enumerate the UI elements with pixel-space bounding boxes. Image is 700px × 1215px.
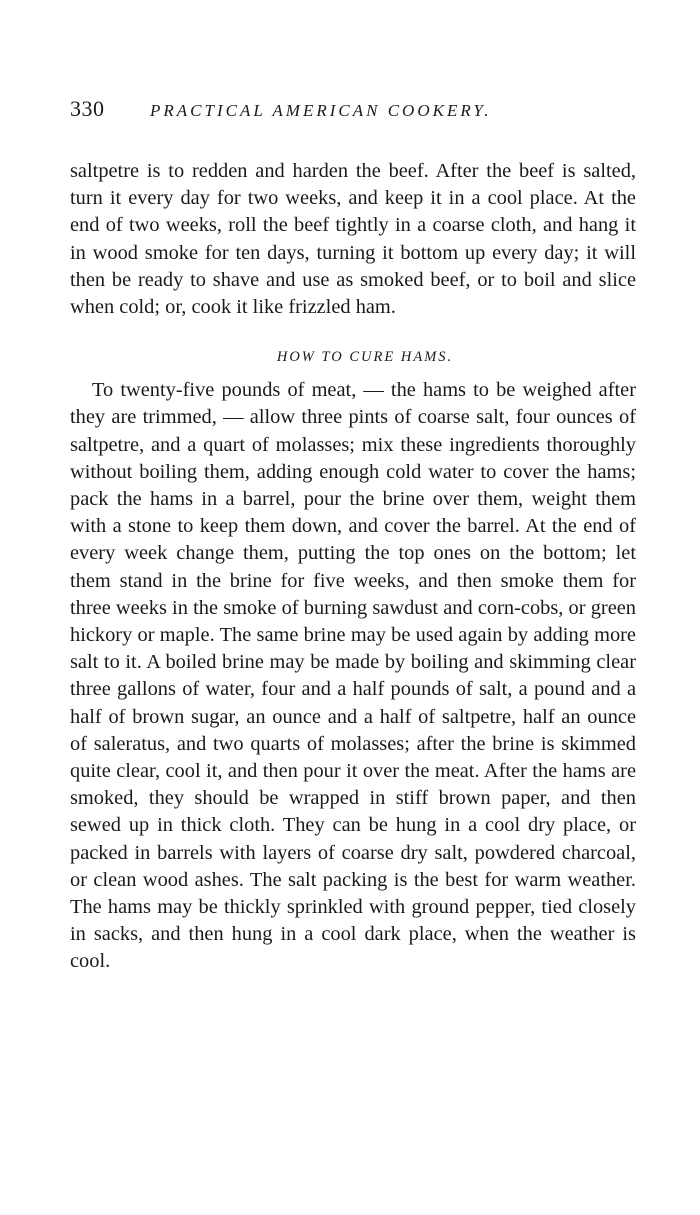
running-title: PRACTICAL AMERICAN COOKERY. <box>150 101 492 120</box>
book-page <box>70 96 636 976</box>
running-head <box>70 96 636 132</box>
section-heading: HOW TO CURE HAMS. <box>276 349 454 366</box>
section-paragraph: To twenty-five pounds of meat, — the hams to be weighed after they are trimmed, — allow three pints of coarse salt, four ounces of saltpetre, and a quart of molasses; mix these ingredients thoroughly without boiling them, adding enough cold water to cover the hams; pack the hams in a barrel, pour the brine over them, weight them with a stone to keep them down, and cover the barrel. At the end of every week change them, putting the top ones on the bottom; let them stand in the brine for five weeks, and then smoke them for three weeks in the smoke of burning sawdust and corn-cobs, or green hickory or maple. The same brine may be used again by adding more salt to it. A boiled brine may be made by boiling and skimming clear three gallons of water, four and a half pounds of salt, a pound and a half of brown sugar, an ounce and a half of saltpetre, half an ounce of saleratus, and two quarts of molasses; after the brine is skimmed quite clear, cool it, and then pour it over the meat. After the hams are smoked, they should be wrapped in stiff brown paper, and then sewed up in thick cloth. They can be hung in a cool dry place, or packed in barrels with layers of coarse dry salt, powdered charcoal, or clean wood ashes. The salt packing is the best for warm weather. The hams may be thickly sprinkled with ground pepper, tied closely in sacks, and then hung in a cool dark place, when the weather is cool. <box>70 379 636 973</box>
continuation-paragraph: saltpetre is to redden and harden the beef. After the beef is salted, turn it every day for two weeks, and keep it in a cool place. At the end of two weeks, roll the beef tightly in a coarse cloth, and hang it in wood smoke for ten days, turning it bottom up every day; it will then be ready to shave and use as smoked beef, or to boil and slice when cold; or, cook it like frizzled ham. <box>70 160 636 319</box>
page-number: 330 <box>70 96 105 121</box>
